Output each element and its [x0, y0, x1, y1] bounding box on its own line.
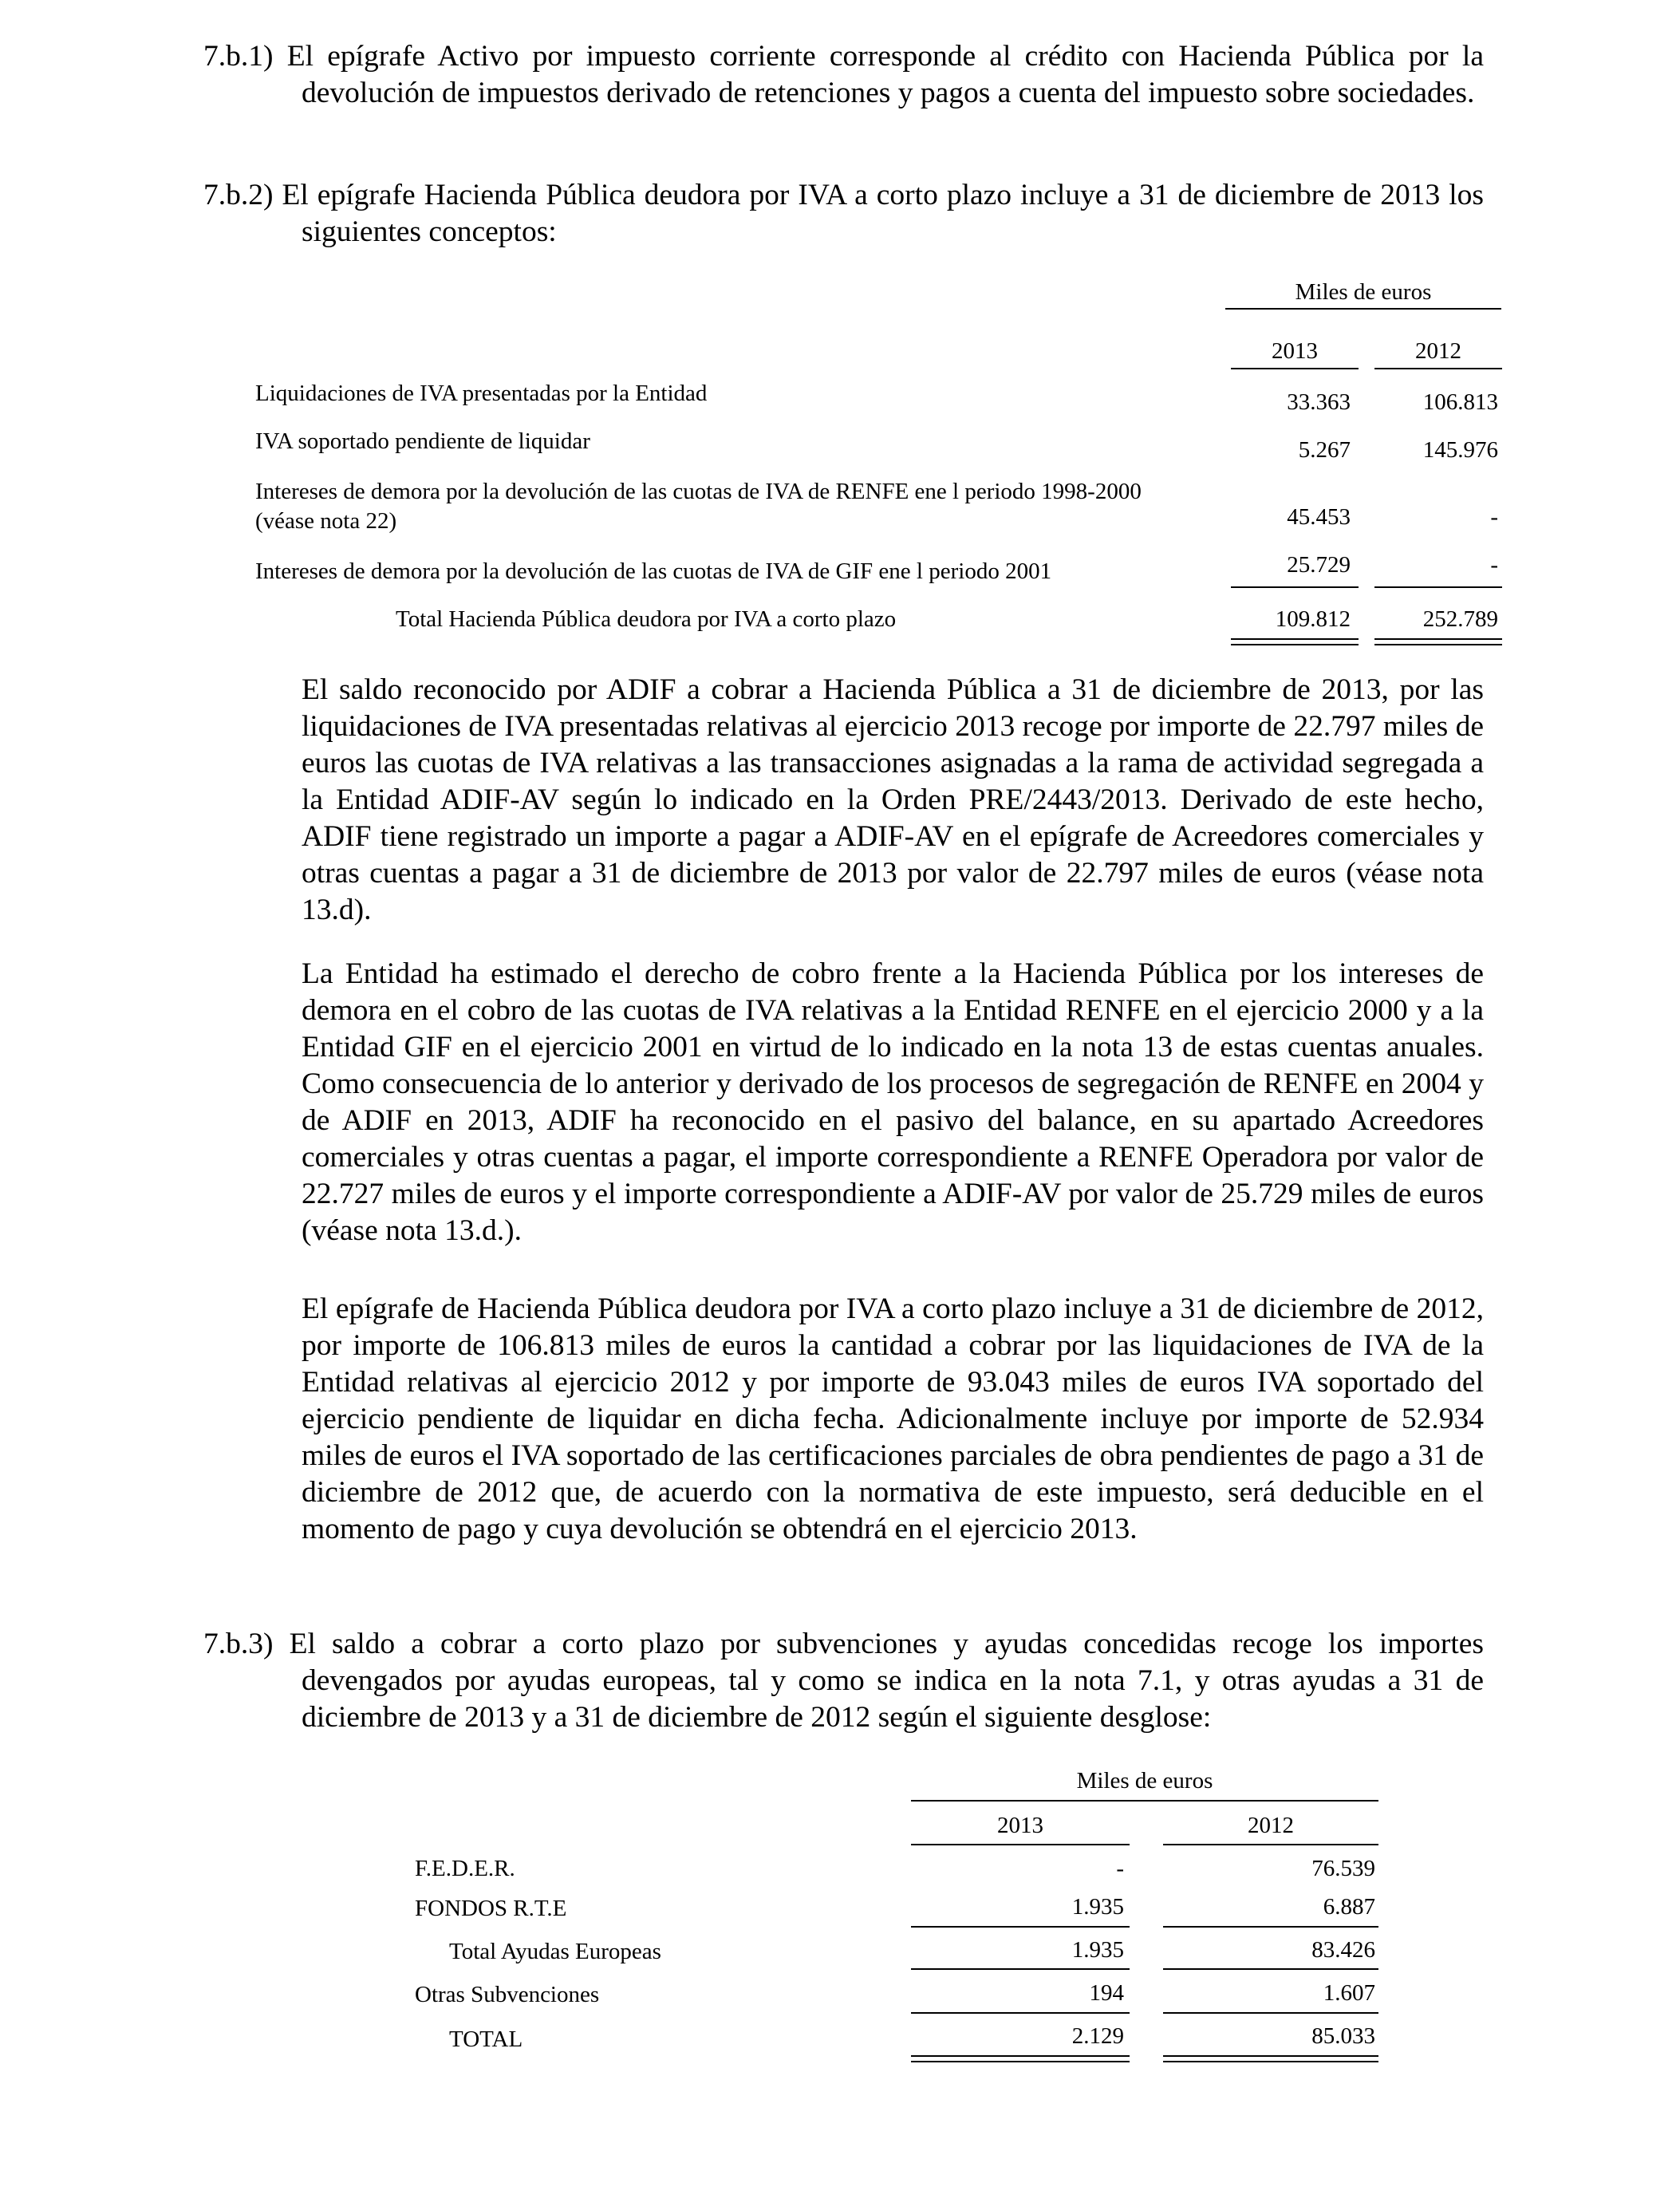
subsidies-other-value-2013: 194 [1089, 1980, 1124, 2006]
iva-table-year-2013: 2013 [1272, 338, 1318, 364]
iva-row-value-2013: 5.267 [1298, 437, 1351, 463]
iva-row-value-2012: 106.813 [1422, 389, 1498, 415]
subsidies-total-rule-2013 [911, 2012, 1130, 2014]
iva-row-value-2012: - [1490, 552, 1498, 578]
subsidies-row-value-2012: 6.887 [1323, 1894, 1375, 1920]
iva-table-header-rule [1225, 308, 1501, 310]
iva-total-double-rule-2013 [1231, 638, 1359, 645]
subsidies-row-value-2012: 76.539 [1311, 1856, 1375, 1881]
subsidies-other-rule-2013 [911, 1968, 1130, 1970]
subsidies-total-value-2012: 85.033 [1311, 2023, 1375, 2049]
iva-row-value-2013: 45.453 [1287, 504, 1351, 530]
subsidies-subtotal-value-2013: 1.935 [1071, 1937, 1124, 1963]
iva-total-value-2012: 252.789 [1422, 606, 1498, 632]
iva-row-value-2012: 145.976 [1422, 437, 1498, 463]
subsidies-table-header-rule [911, 1800, 1378, 1802]
section-7b3-paragraph: 7.b.3) El saldo a cobrar a corto plazo por subvenciones y ayudas concedidas recoge los importes devengados por ayudas europeas, tal y como se indica en la nota 7.1, y otras ayudas a 31 de diciembre de 2013 y a 31 de diciembre de 2012 según el siguiente desglose: [203, 1628, 1484, 1734]
subsidies-subtotal-rule-2012 [1163, 1926, 1378, 1928]
subsidies-row-label: FONDOS R.T.E [415, 1896, 567, 1921]
iva-total-value-2013: 109.812 [1275, 606, 1351, 632]
subsidies-total-rule-2012 [1163, 2012, 1378, 2014]
subsidies-row-value-2013: - [1116, 1856, 1124, 1881]
iva-row-label: Intereses de demora por la devolución de las cuotas de IVA de RENFE ene l periodo 1998-2000 (véase nota 22) [255, 479, 1142, 534]
iva-table-unit-header: Miles de euros [1295, 279, 1432, 305]
subsidies-total-value-2013: 2.129 [1071, 2023, 1124, 2049]
section-7b2-paragraph: 7.b.2) El epígrafe Hacienda Pública deudora por IVA a corto plazo incluye a 31 de diciembre de 2013 los siguientes conceptos: [203, 179, 1484, 248]
subsidies-table-year-rule-2012 [1163, 1844, 1378, 1845]
iva-row-value-2013: 25.729 [1287, 552, 1351, 578]
iva-total-label: Total Hacienda Pública deudora por IVA a corto plazo [396, 606, 897, 632]
iva-row-label: IVA soportado pendiente de liquidar [255, 428, 590, 454]
subsidies-row-label: F.E.D.E.R. [415, 1856, 515, 1881]
body-paragraph: El saldo reconocido por ADIF a cobrar a Hacienda Pública a 31 de diciembre de 2013, por las liquidaciones de IVA presentadas relativas al ejercicio 2013 recoge por importe de 22.797 miles de euros las cuotas de IVA relativas a las transacciones asignadas a la rama de actividad segregada a la Entidad ADIF-AV según lo indicado en la Orden PRE/2443/2013. Derivado de este hecho, ADIF tiene registrado un importe a pagar a ADIF-AV en el epígrafe de Acreedores comerciales y otras cuentas a pagar a 31 de diciembre de 2013 por valor de 22.797 miles de euros (véase nota 13.d). [302, 673, 1484, 926]
subsidies-total-double-rule-2012 [1163, 2055, 1378, 2062]
subsidies-subtotal-label: Total Ayudas Europeas [449, 1939, 661, 1964]
iva-row-label: Liquidaciones de IVA presentadas por la Entidad [255, 381, 708, 406]
iva-row-label: Intereses de demora por la devolución de las cuotas de IVA de GIF ene l periodo 2001 [255, 558, 1052, 584]
subsidies-other-value-2012: 1.607 [1323, 1980, 1375, 2006]
subsidies-total-label: TOTAL [449, 2026, 523, 2052]
subsidies-total-double-rule-2013 [911, 2055, 1130, 2062]
subsidies-table-year-2012: 2012 [1248, 1813, 1294, 1838]
iva-table-sum-rule-2013 [1231, 586, 1359, 588]
subsidies-table-year-2013: 2013 [997, 1813, 1043, 1838]
subsidies-other-label: Otras Subvenciones [415, 1982, 600, 2007]
subsidies-subtotal-rule-2013 [911, 1926, 1130, 1928]
iva-table-sum-rule-2012 [1374, 586, 1502, 588]
subsidies-table-unit-header: Miles de euros [1076, 1768, 1213, 1794]
subsidies-table-year-rule-2013 [911, 1844, 1130, 1845]
body-paragraph: La Entidad ha estimado el derecho de cobro frente a la Hacienda Pública por los intereses de demora en el cobro de las cuotas de IVA relativas a la Entidad RENFE en el ejercicio 2000 y a la Entidad GIF en el ejercicio 2001 en virtud de lo indicado en la nota 13 de estas cuentas anuales. Como consecuencia de lo anterior y derivado de los procesos de segregación de RENFE en 2004 y de ADIF en 2013, ADIF ha reconocido en el pasivo del balance, en su apartado Acreedores comerciales y otras cuentas a pagar, el importe correspondiente a RENFE Operadora por valor de 22.727 miles de euros y el importe correspondiente a ADIF-AV por valor de 25.729 miles de euros (véase nota 13.d.). [302, 957, 1484, 1247]
iva-row-value-2013: 33.363 [1287, 389, 1351, 415]
section-7b1-paragraph: 7.b.1) El epígrafe Activo por impuesto corriente corresponde al crédito con Hacienda Pública por la devolución de impuestos derivado de retenciones y pagos a cuenta del impuesto sobre sociedades. [203, 40, 1484, 109]
body-paragraph: El epígrafe de Hacienda Pública deudora por IVA a corto plazo incluye a 31 de diciembre de 2012, por importe de 106.813 miles de euros la cantidad a cobrar por las liquidaciones de IVA de la Entidad relativas al ejercicio 2012 y por importe de 93.043 miles de euros IVA soportado del ejercicio pendiente de liquidar en dicha fecha. Adicionalmente incluye por importe de 52.934 miles de euros el IVA soportado de las certificaciones parciales de obra pendientes de pago a 31 de diciembre de 2012 que, de acuerdo con la normativa de este impuesto, será deducible en el momento de pago y cuya devolución se obtendrá en el ejercicio 2013. [302, 1292, 1484, 1545]
iva-row-value-2012: - [1490, 504, 1498, 530]
subsidies-other-rule-2012 [1163, 1968, 1378, 1970]
iva-table-year-rule-2012 [1374, 368, 1502, 369]
subsidies-subtotal-value-2012: 83.426 [1311, 1937, 1375, 1963]
iva-table-year-rule-2013 [1231, 368, 1359, 369]
iva-table-year-2012: 2012 [1415, 338, 1461, 364]
subsidies-row-value-2013: 1.935 [1071, 1894, 1124, 1920]
iva-total-double-rule-2012 [1374, 638, 1502, 645]
